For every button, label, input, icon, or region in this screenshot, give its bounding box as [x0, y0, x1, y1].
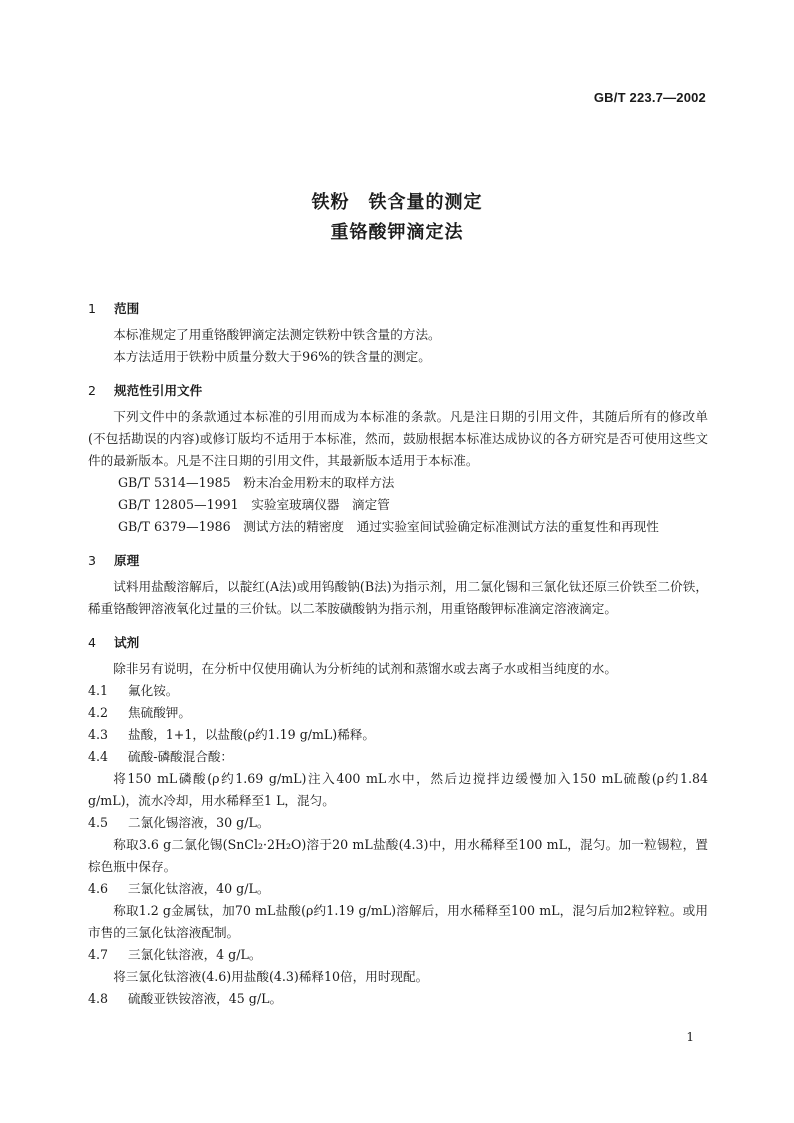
subclause-text: 焦硫酸钾。 [128, 705, 191, 720]
reference-item [88, 494, 708, 516]
reference-list [88, 472, 708, 538]
reference-item [88, 472, 708, 494]
paragraph: 本标准规定了用重铬酸钾滴定法测定铁粉中铁含量的方法。 [113, 327, 441, 342]
subclause-body: 将150 mL磷酸(ρ约1.69 g/mL)注入400 mL水中，然后边搅拌边缓慢加入150 mL硫酸(ρ约1.84 g/mL)，流水冷却，用水稀释至1 L，混匀。 [88, 771, 708, 808]
subclause-number: 4.3 [88, 727, 109, 742]
paragraph: 下列文件中的条款通过本标准的引用而成为本标准的条款。凡是注日期的引用文件，其随后所有的修改单(不包括勘误的内容)或修订版均不适用于本标准，然而，鼓励根据本标准达成协议的各方研究是否可使用这些文件的最新版本。凡是不注日期的引用文件，其最新版本适用于本标准。 [88, 409, 708, 468]
section-number: 2 [88, 383, 97, 398]
reference-title: 实验室玻璃仪器 滴定管 [251, 497, 390, 512]
subclause [88, 724, 708, 746]
section-heading-3 [88, 550, 708, 572]
document-title: 铁粉 铁含量的测定 [311, 192, 483, 213]
subclause-number: 4.8 [88, 991, 109, 1006]
subclause-number: 4.6 [88, 881, 109, 896]
section-title: 原理 [114, 553, 140, 568]
document-body [88, 298, 708, 1010]
paragraph: 本方法适用于铁粉中质量分数大于96%的铁含量的测定。 [113, 349, 431, 364]
section-title: 范围 [114, 301, 140, 316]
subclause-text: 三氯化钛溶液，40 g/L。 [128, 881, 270, 896]
subclause [88, 878, 708, 900]
paragraph: 除非另有说明，在分析中仅使用确认为分析纯的试剂和蒸馏水或去离子水或相当纯度的水。 [113, 661, 617, 676]
subclause-body: 将三氯化钛溶液(4.6)用盐酸(4.3)稀释10倍，用时现配。 [113, 969, 429, 984]
subclause [88, 702, 708, 724]
section-number: 3 [88, 553, 97, 568]
subclause-number: 4.5 [88, 815, 109, 830]
section-number: 1 [88, 301, 97, 316]
subclause-body: 称取1.2 g金属钛，加70 mL盐酸(ρ约1.19 g/mL)溶解后，用水稀释至100 mL，混匀后加2粒锌粒。或用市售的三氯化钛溶液配制。 [88, 903, 708, 940]
subclause [88, 680, 708, 702]
subclause [88, 812, 708, 834]
subclause [88, 988, 708, 1010]
section-heading-4 [88, 632, 708, 654]
subclause-number: 4.4 [88, 749, 109, 764]
subclause-body: 称取3.6 g二氯化锡(SnCl₂·2H₂O)溶于20 mL盐酸(4.3)中，用水稀释至100 mL，混匀。加一粒锡粒，置棕色瓶中保存。 [88, 837, 708, 874]
reference-title: 测试方法的精密度 通过实验室间试验确定标准测试方法的重复性和再现性 [243, 519, 659, 534]
section-heading-2 [88, 380, 708, 402]
reference-item [88, 516, 708, 538]
subclause-number: 4.2 [88, 705, 109, 720]
reference-title: 粉末冶金用粉末的取样方法 [243, 475, 395, 490]
page-number: 1 [686, 1030, 694, 1044]
reference-code: GB/T 5314—1985 [118, 475, 231, 490]
document-subtitle: 重铬酸钾滴定法 [330, 222, 464, 243]
subclause [88, 944, 708, 966]
subclause-text: 氟化铵。 [128, 683, 179, 698]
standard-code: GB/T 223.7—2002 [593, 90, 706, 105]
section-title: 规范性引用文件 [114, 383, 203, 398]
subclause [88, 746, 708, 768]
subclause-text: 硫酸亚铁铵溶液，45 g/L。 [128, 991, 283, 1006]
section-heading-1 [88, 298, 708, 320]
section-title: 试剂 [114, 635, 140, 650]
section-number: 4 [88, 635, 97, 650]
reference-code: GB/T 6379—1986 [118, 519, 231, 534]
paragraph: 试料用盐酸溶解后，以靛红(A法)或用钨酸钠(B法)为指示剂，用二氯化锡和三氯化钛还原三价铁至二价铁，稀重铬酸钾溶液氧化过量的三价钛。以二苯胺磺酸钠为指示剂，用重铬酸钾标准滴定溶液滴定。 [88, 579, 708, 616]
subclause-number: 4.1 [88, 683, 109, 698]
reference-code: GB/T 12805—1991 [118, 497, 239, 512]
subclause-text: 三氯化钛溶液，4 g/L。 [128, 947, 262, 962]
subclause-text: 盐酸，1+1，以盐酸(ρ约1.19 g/mL)稀释。 [128, 727, 375, 742]
subclause-text: 硫酸-磷酸混合酸： [128, 749, 234, 764]
subclause-number: 4.7 [88, 947, 109, 962]
subclause-text: 二氯化锡溶液，30 g/L。 [128, 815, 270, 830]
